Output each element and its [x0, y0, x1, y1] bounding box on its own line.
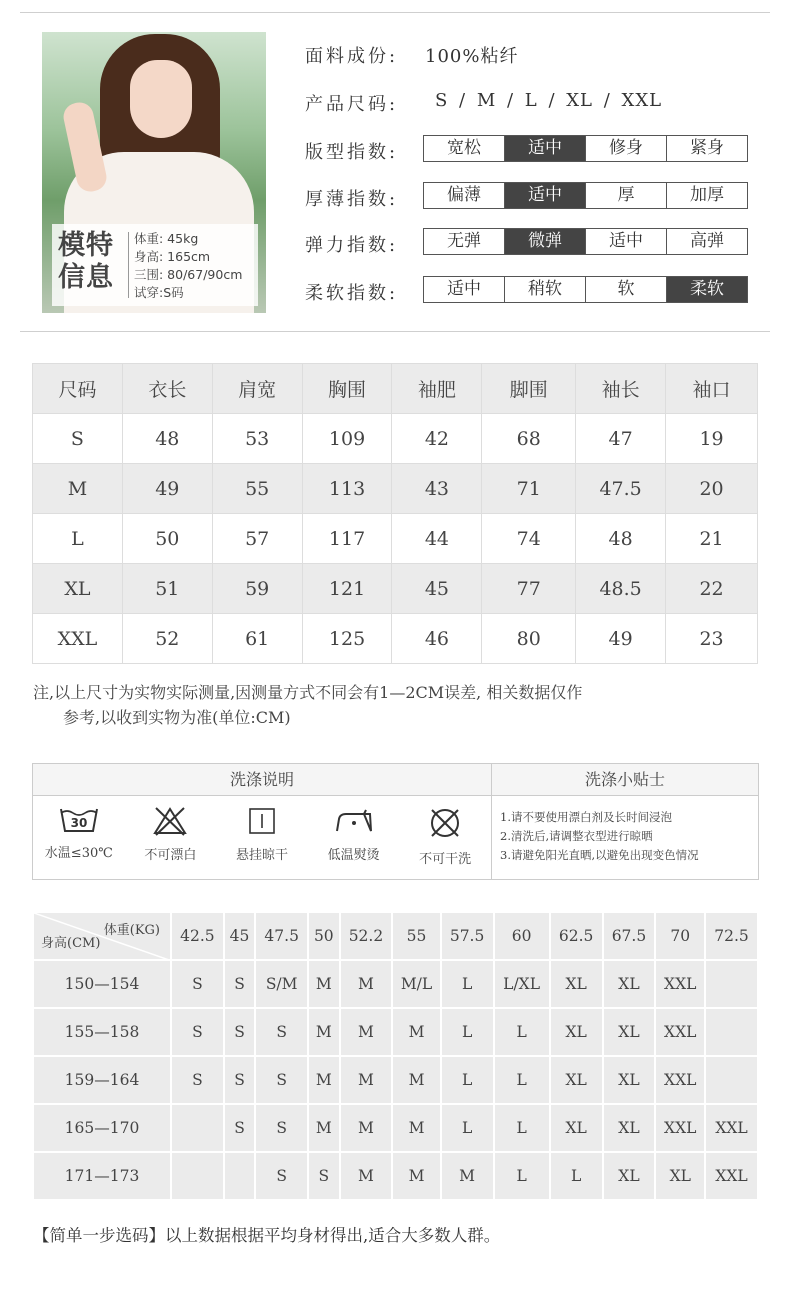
size-table-header-cell: 肩宽 [212, 364, 302, 414]
hang-dry-label: 悬挂晾干 [235, 848, 288, 863]
scale-label: 弹力指数: [305, 235, 399, 256]
model-face [130, 60, 192, 138]
scale-options [423, 276, 748, 303]
model-measurements: 三围: 80/67/90cm [134, 267, 243, 282]
recommend-size-cell: XL [603, 1152, 656, 1200]
weight-header-cell: 72.5 [705, 912, 758, 960]
size-table-cell: 51 [122, 564, 212, 614]
scale-options [423, 182, 748, 209]
size-table-cell: 48 [576, 514, 666, 564]
weight-header-cell: 45 [224, 912, 255, 960]
weight-header-cell: 70 [655, 912, 705, 960]
fabric-value: 100%粘纤 [425, 46, 519, 67]
recommend-size-cell: M [340, 960, 393, 1008]
recommend-size-cell: S [255, 1152, 308, 1200]
measurement-note [33, 680, 753, 730]
recommend-size-cell: M [340, 1152, 393, 1200]
recommend-size-cell: M [392, 1152, 440, 1200]
size-table-cell: 68 [482, 414, 576, 464]
size-table-cell: 71 [482, 464, 576, 514]
scale-option: 适中 [585, 229, 666, 254]
wash-item [33, 796, 125, 879]
recommend-size-cell [705, 1056, 758, 1104]
height-range-cell: 165—170 [33, 1104, 171, 1152]
recommend-size-cell: S [255, 1008, 308, 1056]
size-table-cell: 21 [666, 514, 758, 564]
size-table-cell: 49 [122, 464, 212, 514]
size-table-cell: 42 [392, 414, 482, 464]
recommend-header-row [33, 912, 758, 960]
hang-dry-icon [247, 806, 277, 836]
wash-item [308, 796, 400, 879]
recommend-size-cell: S [255, 1056, 308, 1104]
size-table-cell: 43 [392, 464, 482, 514]
recommend-size-cell: L [494, 1152, 550, 1200]
model-info-title: 模特信息 [58, 230, 114, 293]
wash-item [125, 796, 217, 879]
recommend-size-cell: XL [550, 1008, 603, 1056]
weight-header-cell: 62.5 [550, 912, 603, 960]
wash-tip: 3.请避免阳光直晒,以避免出现变色情况 [500, 848, 699, 862]
size-table-cell: 47 [576, 414, 666, 464]
height-range-cell: 155—158 [33, 1008, 171, 1056]
scale-label: 厚薄指数: [305, 189, 399, 210]
size-table-cell: 19 [666, 414, 758, 464]
no-dry-clean-icon [428, 806, 462, 840]
size-table-header [33, 364, 758, 414]
size-table-cell: 45 [392, 564, 482, 614]
size-table-cell: 125 [302, 614, 392, 664]
scale-options [423, 135, 748, 162]
note-line-1: 注,以上尺寸为实物实际测量,因测量方式不同会有1—2CM误差, 相关数据仅作 [33, 683, 583, 702]
size-table-cell: M [33, 464, 123, 514]
size-table [32, 363, 758, 664]
size-table-row [33, 514, 758, 564]
recommend-size-cell: S [224, 1008, 255, 1056]
recommend-size-cell: XL [655, 1152, 705, 1200]
size-table-cell: 57 [212, 514, 302, 564]
recommend-row [33, 1008, 758, 1056]
size-table-cell: L [33, 514, 123, 564]
size-table-cell: 109 [302, 414, 392, 464]
recommend-size-cell [705, 1008, 758, 1056]
recommend-size-cell: L/XL [494, 960, 550, 1008]
height-range-cell: 159—164 [33, 1056, 171, 1104]
size-table-cell: 22 [666, 564, 758, 614]
recommend-size-cell: XXL [655, 1008, 705, 1056]
scale-option: 无弹 [447, 231, 481, 251]
scale-label: 版型指数: [305, 142, 399, 163]
size-table-row [33, 414, 758, 464]
recommend-size-cell: S [224, 1104, 255, 1152]
recommend-size-cell: M/L [392, 960, 440, 1008]
recommend-size-cell: XL [603, 960, 656, 1008]
size-table-header-cell: 尺码 [33, 364, 123, 414]
weight-header-cell: 67.5 [603, 912, 656, 960]
scale-option-selected: 适中 [504, 136, 585, 161]
recommend-size-cell: M [308, 1104, 339, 1152]
size-recommendation-table [32, 911, 759, 1201]
weight-header-cell: 60 [494, 912, 550, 960]
recommend-size-cell: XXL [705, 1152, 758, 1200]
size-table-cell: 50 [122, 514, 212, 564]
recommend-size-cell: XL [603, 1104, 656, 1152]
recommend-size-cell: XL [603, 1056, 656, 1104]
wash-temp-badge: 30 [70, 816, 88, 830]
model-info-box [52, 224, 258, 306]
scale-option: 高弹 [666, 229, 747, 254]
size-table-cell: 74 [482, 514, 576, 564]
recommend-size-cell: L [494, 1056, 550, 1104]
recommend-size-cell: M [308, 960, 339, 1008]
recommend-size-cell: M [392, 1104, 440, 1152]
scale-option: 厚 [585, 183, 666, 208]
weight-axis-label: 体重(KG) [103, 923, 160, 938]
recommend-size-cell: S [224, 960, 255, 1008]
recommend-size-cell: M [340, 1056, 393, 1104]
weight-header-cell: 55 [392, 912, 440, 960]
recommend-row [33, 1152, 758, 1200]
size-table-cell: 117 [302, 514, 392, 564]
weight-header-cell: 57.5 [441, 912, 494, 960]
recommend-size-cell: XXL [655, 1104, 705, 1152]
recommend-size-cell: XXL [705, 1104, 758, 1152]
recommend-size-cell: XL [603, 1008, 656, 1056]
recommend-size-cell: S [224, 1056, 255, 1104]
model-height: 身高: 165cm [134, 249, 211, 264]
weight-header-cell: 52.2 [340, 912, 393, 960]
size-table-header-cell: 袖口 [666, 364, 758, 414]
size-table-cell: 113 [302, 464, 392, 514]
no-dry-clean-label: 不可干洗 [419, 852, 472, 867]
wash-tip: 2.清洗后,请调整衣型进行晾晒 [500, 829, 653, 843]
size-table-row [33, 464, 758, 514]
size-table-header-cell: 衣长 [122, 364, 212, 414]
recommend-size-cell: XL [550, 1056, 603, 1104]
size-table-header-cell: 袖肥 [392, 364, 482, 414]
note-line-2: 参考,以收到实物为准(单位:CM) [63, 708, 291, 727]
size-table-cell: 48.5 [576, 564, 666, 614]
no-bleach-label: 不可漂白 [144, 848, 197, 863]
recommend-corner-cell [33, 912, 171, 960]
size-table-cell: 52 [122, 614, 212, 664]
model-info-separator [128, 232, 129, 298]
footer-note: 【简单一步选码】以上数据根据平均身材得出,适合大多数人群。 [33, 1226, 501, 1245]
size-table-cell: 20 [666, 464, 758, 514]
scale-option: 偏薄 [447, 185, 481, 205]
size-table-cell: 44 [392, 514, 482, 564]
size-table-cell: 55 [212, 464, 302, 514]
height-range-cell: 171—173 [33, 1152, 171, 1200]
recommend-size-cell: L [494, 1104, 550, 1152]
recommend-size-cell [705, 960, 758, 1008]
recommend-size-cell: XL [550, 960, 603, 1008]
recommend-size-cell: M [340, 1104, 393, 1152]
size-table-cell: XXL [33, 614, 123, 664]
height-range-cell: 150—154 [33, 960, 171, 1008]
size-table-cell: XL [33, 564, 123, 614]
weight-header-cell: 47.5 [255, 912, 308, 960]
wash-item [216, 796, 308, 879]
scale-option: 稍软 [504, 277, 585, 302]
model-weight: 体重: 45kg [134, 231, 199, 246]
size-table-cell: 46 [392, 614, 482, 664]
sizes-value: S / M / L / XL / XXL [435, 90, 663, 111]
recommend-row [33, 1104, 758, 1152]
size-table-row [33, 564, 758, 614]
no-bleach-icon [152, 806, 188, 836]
recommend-size-cell: M [441, 1152, 494, 1200]
low-iron-icon [334, 806, 374, 836]
recommend-size-cell: M [308, 1008, 339, 1056]
recommend-size-cell: S/M [255, 960, 308, 1008]
recommend-row [33, 960, 758, 1008]
size-table-cell: 77 [482, 564, 576, 614]
scale-options [423, 228, 748, 255]
scale-option: 加厚 [666, 183, 747, 208]
size-table-cell: S [33, 414, 123, 464]
wash-icons [33, 796, 491, 879]
model-fit-size: 试穿:S码 [134, 285, 184, 300]
recommend-row [33, 1056, 758, 1104]
scale-option-selected: 微弹 [504, 229, 585, 254]
size-table-cell: 23 [666, 614, 758, 664]
recommend-size-cell: L [441, 1056, 494, 1104]
wash-item [399, 796, 491, 879]
recommend-size-cell: L [441, 1008, 494, 1056]
size-table-cell: 53 [212, 414, 302, 464]
fabric-label: 面料成份: [305, 46, 399, 67]
height-axis-label: 身高(CM) [41, 936, 101, 951]
sizes-label: 产品尺码: [305, 94, 399, 115]
recommend-size-cell: M [392, 1056, 440, 1104]
scale-option: 宽松 [447, 138, 481, 158]
recommend-size-cell: L [441, 1104, 494, 1152]
recommend-size-cell: XL [550, 1104, 603, 1152]
recommend-size-cell: L [550, 1152, 603, 1200]
recommend-size-cell: S [255, 1104, 308, 1152]
recommend-size-cell: M [340, 1008, 393, 1056]
recommend-size-cell: S [171, 960, 224, 1008]
recommend-size-cell: L [494, 1008, 550, 1056]
wash-tips-title: 洗涤小贴士 [491, 764, 758, 796]
recommend-size-cell: S [171, 1056, 224, 1104]
scale-option-selected: 适中 [504, 183, 585, 208]
wash-tip: 1.请不要使用漂白剂及长时间浸泡 [500, 810, 672, 824]
recommend-size-cell: XXL [655, 960, 705, 1008]
recommend-size-cell [171, 1104, 224, 1152]
wash-tips [491, 796, 758, 879]
weight-header-cell: 50 [308, 912, 339, 960]
size-table-header-cell: 脚围 [482, 364, 576, 414]
size-table-cell: 121 [302, 564, 392, 614]
recommend-size-cell: L [441, 960, 494, 1008]
recommend-size-cell: S [171, 1008, 224, 1056]
size-table-header-cell: 胸围 [302, 364, 392, 414]
size-table-header-cell: 袖长 [576, 364, 666, 414]
size-table-cell: 48 [122, 414, 212, 464]
scale-option: 紧身 [666, 136, 747, 161]
top-divider [20, 12, 770, 13]
recommend-size-cell: S [308, 1152, 339, 1200]
size-table-cell: 49 [576, 614, 666, 664]
recommend-size-cell [224, 1152, 255, 1200]
recommend-size-cell [171, 1152, 224, 1200]
wash-30-icon [59, 806, 99, 834]
size-table-cell: 47.5 [576, 464, 666, 514]
low-iron-label: 低温熨烫 [327, 848, 380, 863]
weight-header-cell: 42.5 [171, 912, 224, 960]
size-table-cell: 61 [212, 614, 302, 664]
wash-title: 洗涤说明 [33, 764, 491, 796]
wash-instructions [32, 763, 759, 880]
size-table-cell: 80 [482, 614, 576, 664]
recommend-size-cell: XXL [655, 1056, 705, 1104]
recommend-size-cell: M [392, 1008, 440, 1056]
size-table-row [33, 614, 758, 664]
model-info-lines [134, 230, 242, 302]
scale-option-selected: 柔软 [666, 277, 747, 302]
scale-option: 软 [585, 277, 666, 302]
size-table-cell: 59 [212, 564, 302, 614]
model-photo [42, 32, 266, 313]
scale-label: 柔软指数: [305, 283, 399, 304]
recommend-size-cell: M [308, 1056, 339, 1104]
scale-option: 适中 [447, 279, 481, 299]
wash-temp-label: 水温≤30℃ [44, 846, 113, 861]
section-divider [20, 331, 770, 332]
scale-option: 修身 [585, 136, 666, 161]
